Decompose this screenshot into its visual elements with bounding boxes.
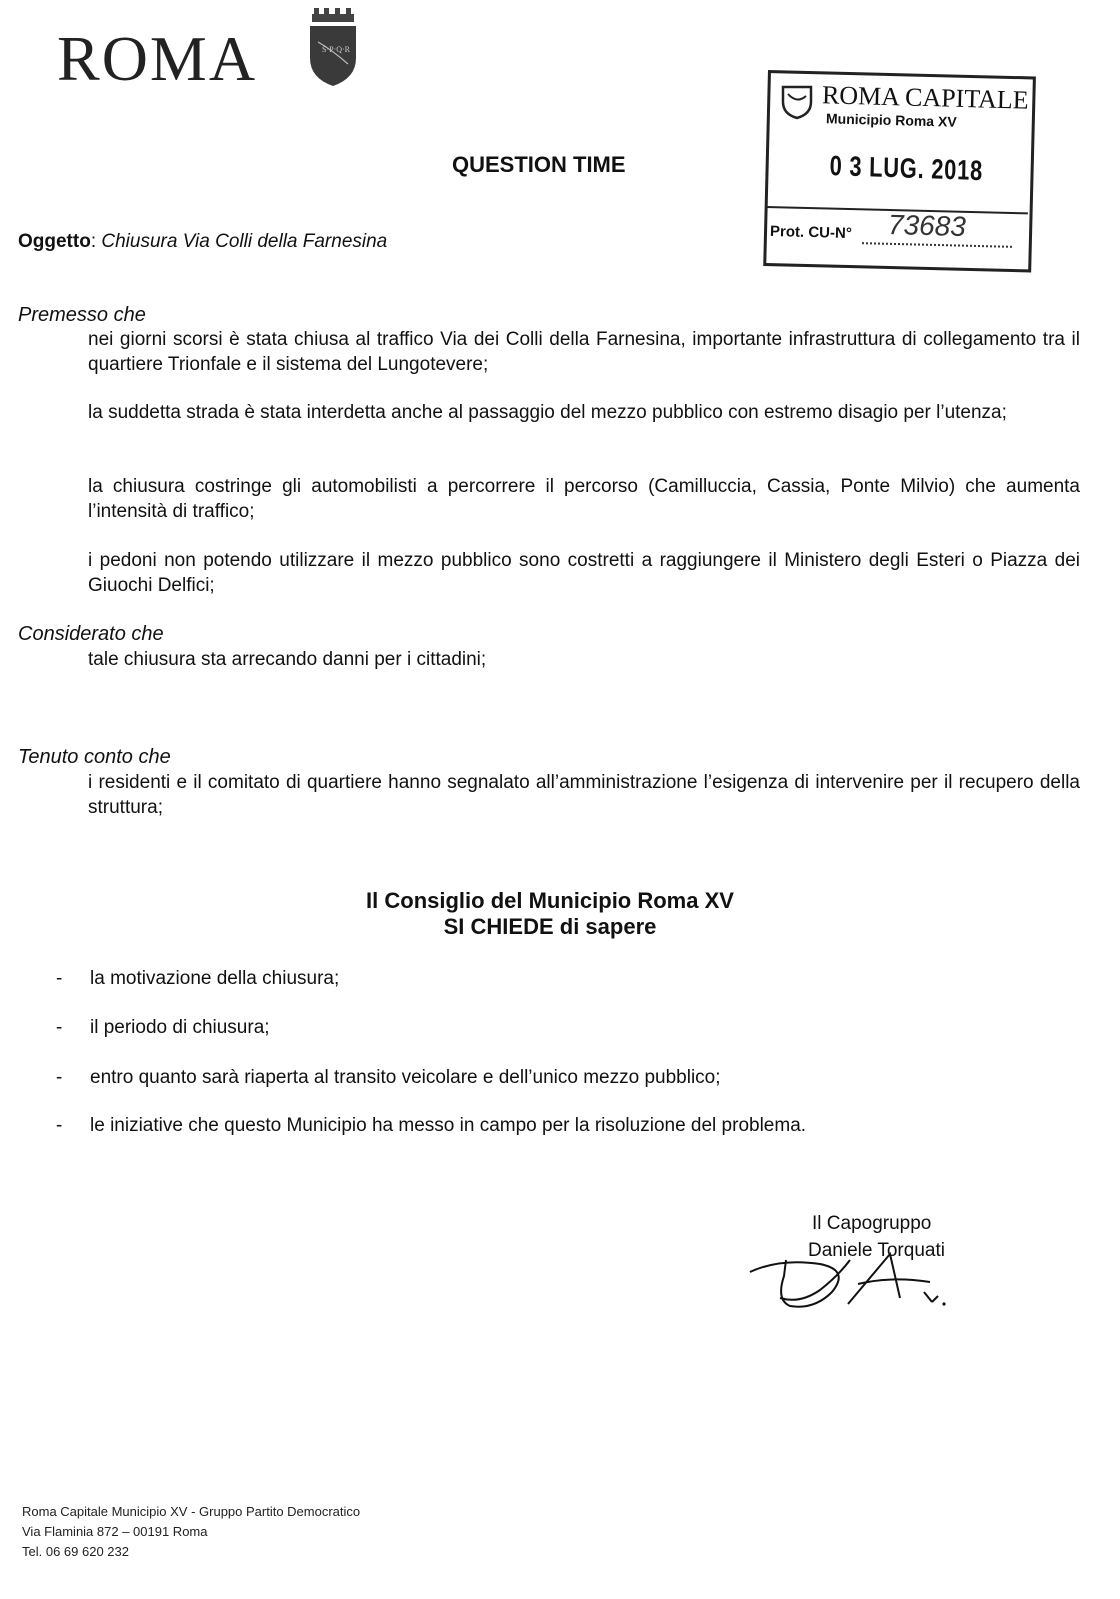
stamp-protocol-number: 73683 [887,208,967,243]
premesso-paragraph-2: la suddetta strada è stata interdetta anche al passaggio del mezzo pubblico con estremo disagio per l’utenza; [88,402,1007,423]
premesso-heading: Premesso che [18,304,146,326]
spqr-shield-icon [302,8,364,88]
roma-logo-text: ROMA [57,23,258,94]
svg-text:S·P·Q·R: S·P·Q·R [322,45,351,54]
subject-line: Oggetto: Chiusura Via Colli della Farnesina [18,231,388,252]
considerato-paragraph: tale chiusura sta arrecando danni per i cittadini; [88,649,487,670]
tenuto-heading: Tenuto conto che [18,746,171,768]
council-heading: Il Consiglio del Municipio Roma XV [366,888,734,913]
signer-name: Daniele Torquati [808,1240,945,1261]
premesso-paragraph-1: nei giorni scorsi è stata chiusa al traffico Via dei Colli della Farnesina, importante infrastruttura di collegamento tra il quartiere Trionfale e il sistema del Lungotevere; [88,329,1080,375]
footer-address: Via Flaminia 872 – 00191 Roma [22,1524,208,1539]
request-heading: SI CHIEDE di sapere [443,914,657,939]
stamp-crest-icon [780,84,814,120]
subject-text: Chiusura Via Colli della Farnesina [101,231,388,252]
premesso-paragraph-3: la chiusura costringe gli automobilisti a percorrere il percorso (Camilluccia, Cassia, Ponte Milvio) che aumenta l’intensità di traffico; [88,476,1080,522]
stamp-date: 0 3 LUG. 2018 [829,150,984,187]
signer-role: Il Capogruppo [812,1213,932,1234]
footer-phone: Tel. 06 69 620 232 [22,1544,129,1559]
stamp-protocol-label: Prot. CU-N° [769,222,853,243]
stamp-title: ROMA CAPITALE [821,80,1030,115]
subject-label: Oggetto [18,231,91,252]
list-item: - il periodo di chiusura; [56,1017,270,1038]
premesso-paragraph-4: i pedoni non potendo utilizzare il mezzo pubblico sono costretti a raggiungere il Ministero degli Esteri o Piazza dei Giuochi Delfici; [88,550,1080,596]
list-item: - la motivazione della chiusura; [56,968,340,989]
list-item: - le iniziative che questo Municipio ha messo in campo per la risoluzione del problema. [56,1115,807,1136]
stamp-subtitle: Municipio Roma XV [825,110,957,130]
footer-line-1: Roma Capitale Municipio XV - Gruppo Partito Democratico [22,1504,361,1519]
tenuto-paragraph: i residenti e il comitato di quartiere hanno segnalato all’amministrazione l’esigenza di intervenire per il recupero della struttura; [88,772,1080,818]
document-title: QUESTION TIME [452,152,626,177]
considerato-heading: Considerato che [18,623,164,645]
list-item: - entro quanto sarà riaperta al transito veicolare e dell’unico mezzo pubblico; [56,1067,721,1088]
handwritten-signature [740,1240,970,1320]
